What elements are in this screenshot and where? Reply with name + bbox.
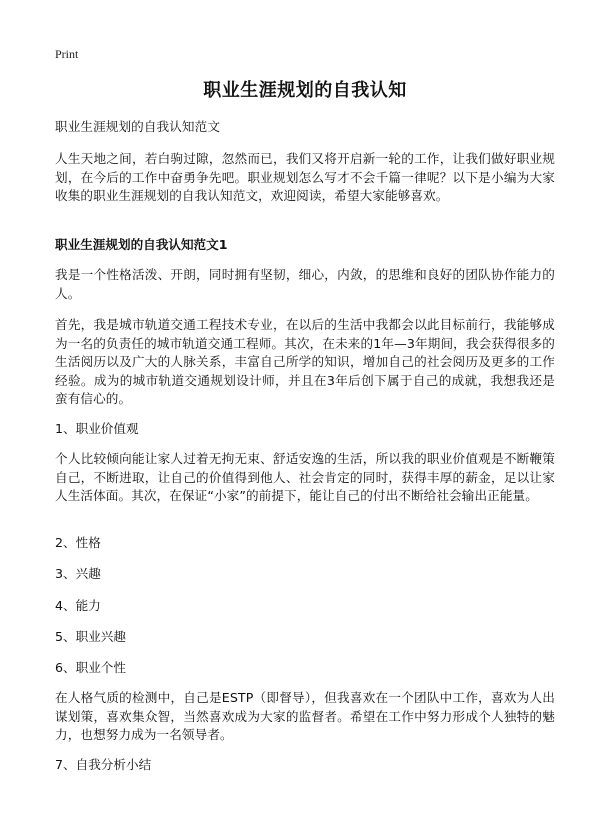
section-heading: 职业生涯规划的自我认知范文1 bbox=[55, 237, 228, 252]
self-description-paragraph: 我是一个性格活泼、开朗，同时拥有坚韧，细心，内敛，的思维和良好的团队协作能力的人。 bbox=[55, 267, 555, 301]
intro-subtitle: 职业生涯规划的自我认知范文 bbox=[55, 119, 221, 134]
print-link[interactable]: Print bbox=[55, 47, 79, 61]
personality-test-paragraph: 在人格气质的检测中，自己是ESTP（即督导），但我喜欢在一个团队中工作，喜欢为人出谋划策，喜欢集众智，当然喜欢成为大家的监督者。希望在工作中努力形成个人独特的魅力，也想努力成为一名领导者。 bbox=[55, 690, 555, 742]
page-title: 职业生涯规划的自我认知 bbox=[203, 80, 407, 101]
career-values-paragraph: 个人比较倾向能让家人过着无拘无束、舒适安逸的生活，所以我的职业价值观是不断鞭策自己，不断进取，让自己的价值得到他人、社会肯定的同时，获得丰厚的薪金，足以让家人生活体面。其次，在保证“小家”的前提下，能让自己的付出不断给社会输出正能量。 bbox=[55, 451, 555, 503]
list-item-self-analysis-summary: 7、自我分析小结 bbox=[55, 757, 152, 772]
list-item-personality: 2、性格 bbox=[55, 535, 101, 550]
list-item-ability: 4、能力 bbox=[55, 598, 101, 613]
career-goal-paragraph: 首先，我是城市轨道交通工程技术专业，在以后的生活中我都会以此目标前行，我能够成为一名的负责任的城市轨道交通工程师。其次，在未来的1年—3年期间，我会获得很多的生活阅历以及广大的人脉关系，丰富自己所学的知识，增加自己的社会阅历及更多的工作经验。成为的城市轨道交通规划设计师，并且在3年后创下属于自己的成就，我想我还是蛮有信心的。 bbox=[55, 317, 555, 406]
list-item-interest: 3、兴趣 bbox=[55, 566, 101, 581]
list-item-career-personality: 6、职业个性 bbox=[55, 660, 126, 675]
list-item-career-interest: 5、职业兴趣 bbox=[55, 629, 126, 644]
intro-paragraph: 人生天地之间，若白驹过隙，忽然而已，我们又将开启新一轮的工作，让我们做好职业规划，在今后的工作中奋勇争先吧。职业规划怎么写才不会千篇一律呢？以下是小编为大家收集的职业生涯规划的自我认知范文，欢迎阅读，希望大家能够喜欢。 bbox=[55, 151, 555, 203]
list-item-career-values: 1、职业价值观 bbox=[55, 421, 139, 436]
